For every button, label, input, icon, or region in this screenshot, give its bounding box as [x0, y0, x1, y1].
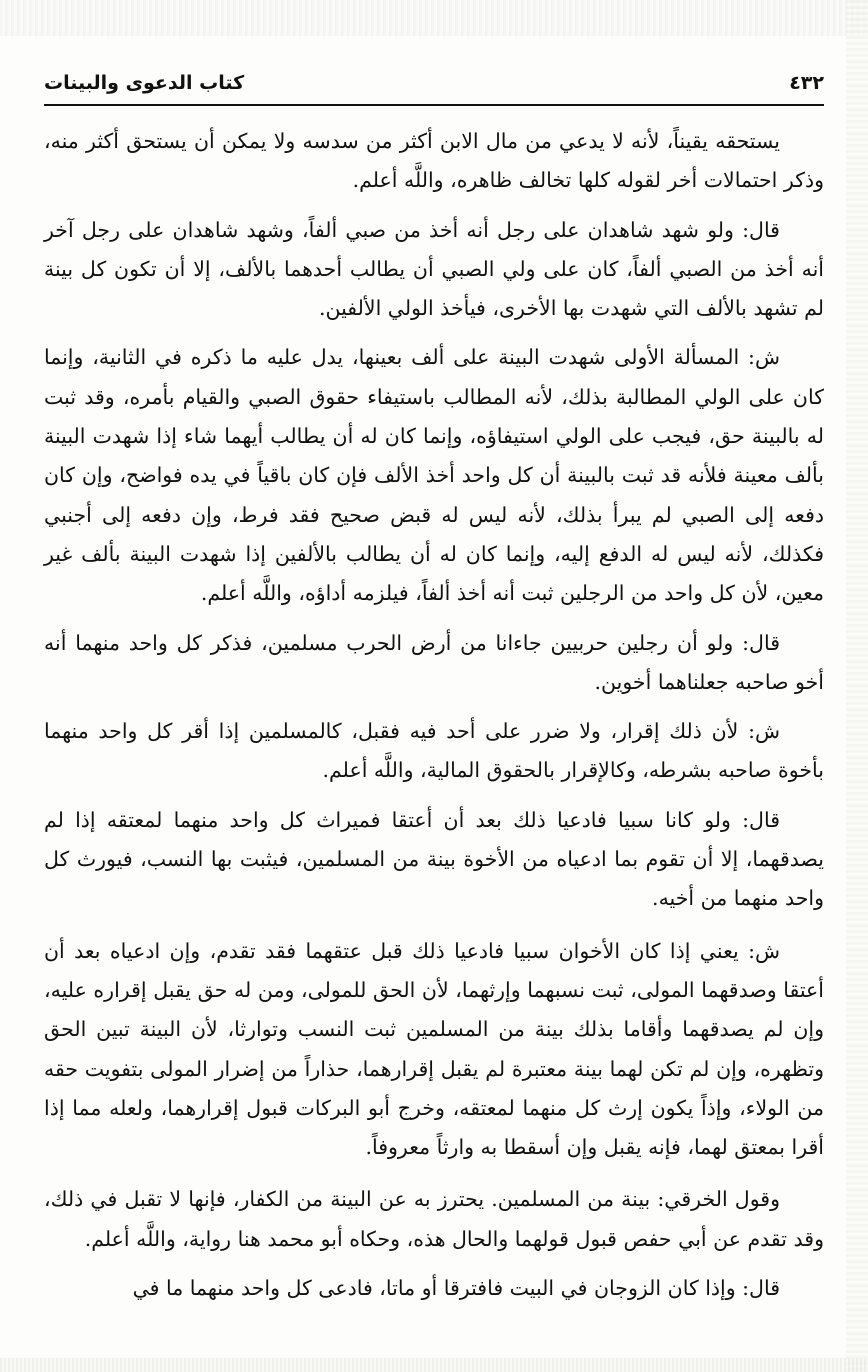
paragraph-8: وقول الخرقي: بينة من المسلمين. يحترز به عن البينة من الكفار، فإنها لا تقبل في ذلك، وقد تقدم عن أبي حفص قبول قولهما والحال هذه، وحكاه أبو محمد هنا رواية، واللَّه أعلم.: [44, 1187, 824, 1251]
paragraph-4: قال: ولو أن رجلين حربيين جاءانا من أرض الحرب مسلمين، فذكر كل واحد منهما أنه أخو صاحبه جعلناهما أخوين.: [44, 630, 824, 694]
paragraph-6: قال: ولو كانا سبيا فادعيا ذلك بعد أن أعتقا فميراث كل واحد منهما لمعتقه إذا لم يصدقهما، إلا أن تقوم بما ادعياه من الأخوة بينة من المسلمين، فيثبت بها النسب، فيورث كل واحد منهما من أخيه.: [44, 807, 824, 911]
scan-noise-right: [846, 0, 868, 1372]
body-text: [44, 122, 824, 1318]
paragraph-3: ش: المسألة الأولى شهدت البينة على ألف بعينها، يدل عليه ما ذكره في الثانية، وإنما كان على الولي المطالبة بذلك، لأنه المطالب باستيفاء حقوق الصبي والقيام بأمره، وقد ثبت له بالبينة حق، فيجب على الولي استيفاؤه، وإنما كان له أن يطالب أيهما شاء إذا شهدت البينة بألف معينة فلأنه قد ثبت بالبينة أن كل واحد أخذ الألف فإن كان باقياً في يده فواضح، وإن كان دفعه إلى الصبي لم يبرأ بذلك، لأنه ليس له قبض صحيح فقد فرط، وإن دفعه إلى أجنبي فكذلك، لأنه ليس له الدفع إليه، وإنما كان له أن يطالب بالألفين إذا شهدت البينة بألف غير معين، لأن كل واحد من الرجلين ثبت أنه أخذ ألفاً، فيلزمه أداؤه، واللَّه أعلم.: [44, 345, 824, 606]
paragraph-1: يستحقه يقيناً، لأنه لا يدعي من مال الابن أكثر من سدسه ولا يمكن أن يستحق أكثر منه، وذكر احتمالات أخر لقوله كلها تخالف ظاهره، واللَّه أعلم.: [44, 129, 824, 193]
paragraph-2: قال: ولو شهد شاهدان على رجل أنه أخذ من صبي ألفاً، وشهد شاهدان على رجل آخر أنه أخذ من الصبي ألفاً، كان على ولي الصبي أن يطالب أحدهما بالألف، إلا أن تكون كل بينة لم تشهد بالألف التي شهدت بها الأخرى، فيأخذ الولي الألفين.: [44, 217, 824, 321]
running-header: [44, 66, 824, 106]
page-number: ٤٣٢: [789, 72, 824, 94]
paragraph-7: ش: يعني إذا كان الأخوان سبيا فادعيا ذلك قبل عتقهما فقد تقدم، وإن ادعياه بعد أن أعتقا وصدقهما المولى، ثبت نسبهما وإرثهما، لأن الحق للمولى، ومن له حق يقبل إقراره عليه، وإن لم يصدقهما وأقاما بذلك بينة من المسلمين ثبت النسب وتوارثا، لأن البينة تبين الحق وتظهره، وإن لم تكن لهما بينة معتبرة لم يقبل إقرارهما، حذاراً من إضرار المولى بتفويت حقه من الولاء، وإذاً يكون إرث كل منهما لمعتقه، وخرج أبو البركات قبول إقرارهما، ولعله مما إذا أقرا بمعتق لهما، فإنه يقبل وإن أسقطا به وارثاً معروفاً.: [44, 938, 824, 1160]
paragraph-5: ش: لأن ذلك إقرار، ولا ضرر على أحد فيه فقبل، كالمسلمين إذا أقر كل واحد منهما بأخوة صاحبه بشرطه، وكالإقرار بالحقوق المالية، واللَّه أعلم.: [44, 719, 824, 783]
scan-noise-top: [0, 0, 868, 36]
book-title: كتاب الدعوى والبينات: [44, 72, 245, 94]
scan-noise-bottom: [0, 1358, 868, 1372]
paragraph-9: قال: وإذا كان الزوجان في البيت فافترقا أو ماتا، فادعى كل واحد منهما ما في: [132, 1276, 780, 1301]
